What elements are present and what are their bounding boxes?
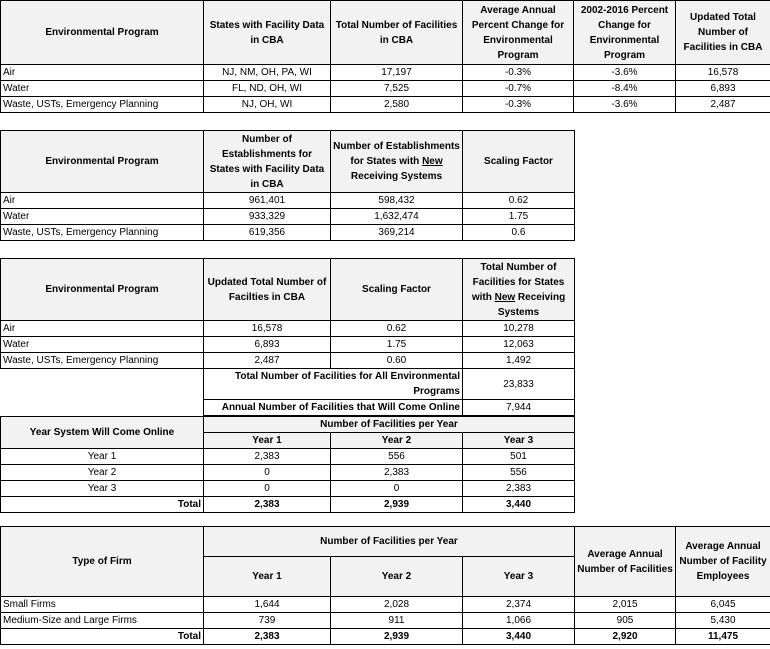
- col-header-year-1: Year 1: [204, 433, 331, 449]
- facilities-by-program-table: [0, 0, 770, 113]
- col-header-total-facilities: Total Number of Facilities in CBA: [331, 1, 463, 65]
- total-label: Total: [1, 629, 204, 645]
- cell: -0.3%: [463, 97, 574, 113]
- total-row: [1, 369, 575, 400]
- table-row: [1, 209, 575, 225]
- cell: 2,383: [204, 629, 331, 645]
- cell: 369,214: [331, 225, 463, 241]
- col-header-states: States with Facility Data in CBA: [204, 1, 331, 65]
- cell: 0: [204, 481, 331, 497]
- annual-row: [1, 400, 575, 416]
- cell: -3.6%: [574, 97, 676, 113]
- cell: 5,430: [676, 613, 770, 629]
- total-value: 23,833: [463, 369, 575, 400]
- cell: 501: [463, 449, 575, 465]
- total-row: [1, 497, 575, 513]
- cell: NJ, OH, WI: [204, 97, 331, 113]
- cell: 556: [463, 465, 575, 481]
- cell: 2,383: [204, 497, 331, 513]
- cell: 2,487: [204, 353, 331, 369]
- col-header-2002-2016-change: 2002-2016 Percent Change for Environmental Program: [574, 1, 676, 65]
- cell: 2,383: [204, 449, 331, 465]
- table-row: [1, 353, 575, 369]
- cell: 2,580: [331, 97, 463, 113]
- col-header-year-2: Year 2: [331, 557, 463, 597]
- col-header-program: Environmental Program: [1, 131, 204, 193]
- establishments-scaling-table: [0, 130, 575, 241]
- table-row: [1, 337, 575, 353]
- cell: 2,374: [463, 597, 575, 613]
- cell: -8.4%: [574, 81, 676, 97]
- table-row: [1, 449, 575, 465]
- cell: 1,066: [463, 613, 575, 629]
- cell: 619,356: [204, 225, 331, 241]
- cell: Water: [1, 81, 204, 97]
- cell: -0.7%: [463, 81, 574, 97]
- year-online-table: [0, 416, 575, 513]
- cell: 3,440: [463, 497, 575, 513]
- cell: 933,329: [204, 209, 331, 225]
- col-header-updated-total: Updated Total Number of Facilities in CBA: [676, 1, 770, 65]
- facilities-by-firm-type-table: [0, 526, 770, 645]
- cell: 7,525: [331, 81, 463, 97]
- cell: Waste, USTs, Emergency Planning: [1, 97, 204, 113]
- total-label: Total: [1, 497, 204, 513]
- facilities-new-systems-table: [0, 258, 575, 416]
- col-header-avg-facilities: Average Annual Number of Facilities: [575, 527, 676, 597]
- col-header-total-new-systems: Total Number of Facilities for States with New Receiving Systems: [463, 259, 575, 321]
- cell: 2,920: [575, 629, 676, 645]
- table-row: [1, 193, 575, 209]
- table-row: [1, 321, 575, 337]
- table-row: [1, 81, 770, 97]
- cell: 16,578: [676, 65, 770, 81]
- cell: 739: [204, 613, 331, 629]
- cell: 905: [575, 613, 676, 629]
- col-header-firm-type: Type of Firm: [1, 527, 204, 597]
- cell: 2,939: [331, 629, 463, 645]
- cell: -0.3%: [463, 65, 574, 81]
- cell: NJ, NM, OH, PA, WI: [204, 65, 331, 81]
- cell: 11,475: [676, 629, 770, 645]
- cell: 911: [331, 613, 463, 629]
- cell: 1.75: [463, 209, 575, 225]
- cell: Air: [1, 65, 204, 81]
- cell: 2,939: [331, 497, 463, 513]
- col-header-year-2: Year 2: [331, 433, 463, 449]
- cell: 10,278: [463, 321, 575, 337]
- cell: Water: [1, 209, 204, 225]
- table-row: [1, 465, 575, 481]
- table-row: [1, 225, 575, 241]
- cell: 598,432: [331, 193, 463, 209]
- cell: 2,028: [331, 597, 463, 613]
- col-header-establishments-cba: Number of Establishments for States with Facility Data in CBA: [204, 131, 331, 193]
- annual-value: 7,944: [463, 400, 575, 416]
- col-header-year-3: Year 3: [463, 557, 575, 597]
- cell: 1,644: [204, 597, 331, 613]
- cell: 12,063: [463, 337, 575, 353]
- total-label: Total Number of Facilities for All Environmental Programs: [204, 369, 463, 400]
- col-header-year-1: Year 1: [204, 557, 331, 597]
- col-header-avg-employees: Average Annual Number of Facility Employees: [676, 527, 770, 597]
- cell: 6,045: [676, 597, 770, 613]
- col-header-avg-annual-change: Average Annual Percent Change for Environmental Program: [463, 1, 574, 65]
- col-header-scaling-factor: Scaling Factor: [331, 259, 463, 321]
- cell: Air: [1, 321, 204, 337]
- col-header-scaling-factor: Scaling Factor: [463, 131, 575, 193]
- cell: 1.75: [331, 337, 463, 353]
- col-header-updated-total: Updated Total Number of Facilties in CBA: [204, 259, 331, 321]
- cell: Year 3: [1, 481, 204, 497]
- cell: Year 2: [1, 465, 204, 481]
- cell: 6,893: [676, 81, 770, 97]
- col-header-year-3: Year 3: [463, 433, 575, 449]
- cell: FL, ND, OH, WI: [204, 81, 331, 97]
- cell: Waste, USTs, Emergency Planning: [1, 353, 204, 369]
- total-row: [1, 629, 770, 645]
- cell: 0.60: [331, 353, 463, 369]
- table-row: [1, 597, 770, 613]
- col-group-header: Number of Facilities per Year: [204, 417, 575, 433]
- cell: 2,383: [463, 481, 575, 497]
- cell: 556: [331, 449, 463, 465]
- cell: Medium-Size and Large Firms: [1, 613, 204, 629]
- cell: Water: [1, 337, 204, 353]
- cell: Air: [1, 193, 204, 209]
- annual-label: Annual Number of Facilities that Will Come Online: [204, 400, 463, 416]
- cell: 2,015: [575, 597, 676, 613]
- cell: Waste, USTs, Emergency Planning: [1, 225, 204, 241]
- cell: 17,197: [331, 65, 463, 81]
- cell: 0: [331, 481, 463, 497]
- cell: 2,383: [331, 465, 463, 481]
- cell: 2,487: [676, 97, 770, 113]
- table-row: [1, 613, 770, 629]
- col-header-program: Environmental Program: [1, 259, 204, 321]
- cell: -3.6%: [574, 65, 676, 81]
- cell: 16,578: [204, 321, 331, 337]
- col-header-establishments-new: Number of Establishments for States with New Receiving Systems: [331, 131, 463, 193]
- cell: 6,893: [204, 337, 331, 353]
- cell: 0: [204, 465, 331, 481]
- table-row: [1, 97, 770, 113]
- table-row: [1, 481, 575, 497]
- cell: 0.62: [331, 321, 463, 337]
- cell: 3,440: [463, 629, 575, 645]
- cell: 0.62: [463, 193, 575, 209]
- cell: 1,492: [463, 353, 575, 369]
- col-group-header: Number of Facilities per Year: [204, 527, 575, 557]
- cell: Small Firms: [1, 597, 204, 613]
- cell: 0.6: [463, 225, 575, 241]
- col-header-year-online: Year System Will Come Online: [1, 417, 204, 449]
- cell: Year 1: [1, 449, 204, 465]
- table-row: [1, 65, 770, 81]
- col-header-program: Environmental Program: [1, 1, 204, 65]
- cell: 961,401: [204, 193, 331, 209]
- cell: 1,632,474: [331, 209, 463, 225]
